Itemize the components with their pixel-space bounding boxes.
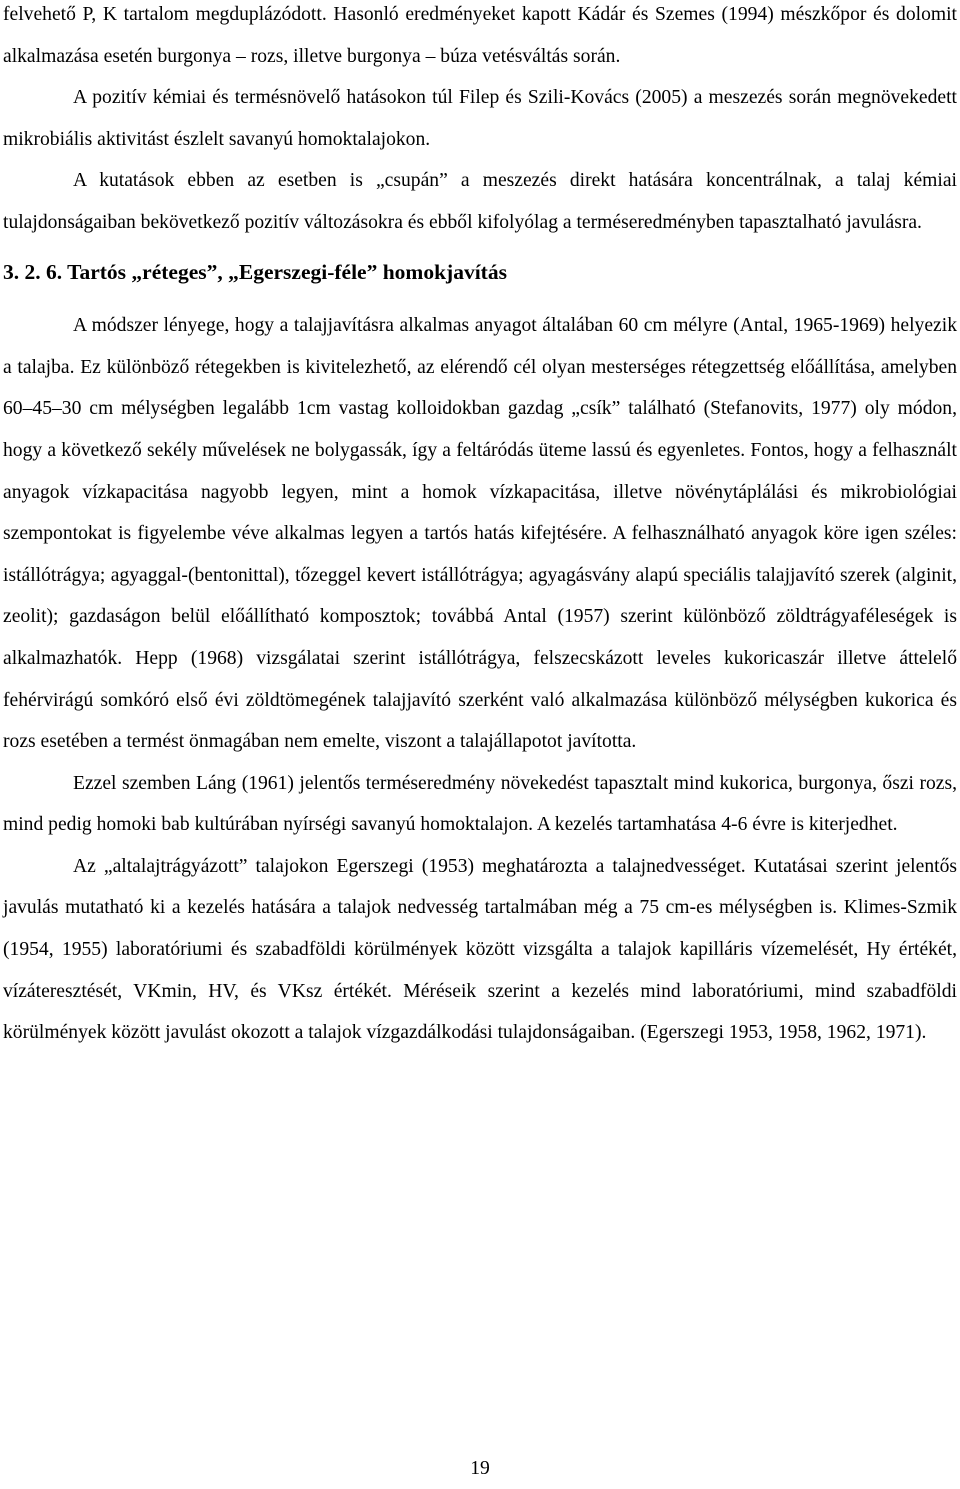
page-number: 19 — [470, 1458, 490, 1479]
section-heading: 3. 2. 6. Tartós „réteges”, „Egerszegi-féle” homokjavítás — [3, 259, 507, 284]
paragraph-egerszegi-moisture: Az „altalajtrágyázott” talajokon Egerszegi (1953) meghatározta a talajnedvességet. Kutatásai szerint jelentős javulás mutatható ki a kezelés hatására a talajok nedvesség tartalmában még a 75 cm-es mélységben is. Klimes-Szmik (1954, 1955) laboratóriumi és szabadföldi körülmények között vizsgálta a talajok kapilláris vízemelését, Hy értékét, vízáteresztését, VKmin, HV, és VKsz értékét. Méréseik szerint a kezelés mind laboratóriumi, mind szabadföldi körülmények között javulást okozott a talajok vízgazdálkodási tulajdonságaiban. (Egerszegi 1953, 1958, 1962, 1971). — [3, 855, 957, 1044]
paragraph-research-focus: A kutatások ebben az esetben is „csupán” a meszezés direkt hatására koncentrálnak, a talaj kémiai tulajdonságaiban bekövetkező pozitív változásokra és ebből kifolyólag a terméseredményben tapasztalható javulásra. — [3, 170, 957, 233]
paragraph-method: A módszer lényege, hogy a talajjavításra alkalmas anyagot általában 60 cm mélyre (Antal, 1965-1969) helyezik a talajba. Ez különböző rétegekben is kivitelezhető, az elérendő cél olyan mesterséges rétegzettség előállítása, amelyben 60–45–30 cm mélységben legalább 1cm vastag kolloidokban gazdag „csík” található (Stefanovits, 1977) oly módon, hogy a következő sekély művelések ne bolygassák, így a feltáródás üteme lassú és egyenletes. Fontos, hogy a felhasznált anyagok vízkapacitása nagyobb legyen, mint a homok vízkapacitása, illetve növénytáplálási és mikrobiológiai szempontokat is figyelembe véve alkalmas legyen a tartós hatás kifejtésére. A felhasználható anyagok köre igen széles: istállótrágya; agyaggal-(bentonittal), tőzeggel kevert istállótrágya; agyagásvány alapú speciális talajjavító szerek (alginit, zeolit); gazdaságon belül előállítható komposztok; továbbá Antal (1957) szerint különböző zöldtrágyaféleségek is alkalmazhatók. Hepp (1968) vizsgálatai szerint istállótrágya, felszecskázott leveles kukoricaszár illetve áttelelő fehérvirágú somkóró első évi zöldtömegének talajjavító szerként való alkalmazása különböző mélységben kukorica és rozs esetében a termést önmagában nem emelte, viszont a talajállapotot javította. — [3, 315, 957, 753]
document-page — [3, 0, 957, 1054]
paragraph-continuation: felvehető P, K tartalom megduplázódott. Hasonló eredményeket kapott Kádár és Szemes (1994) mészkőpor és dolomit alkalmazása esetén burgonya – rozs, illetve burgonya – búza vetésváltás során. — [3, 4, 957, 67]
paragraph-lang-results: Ezzel szemben Láng (1961) jelentős terméseredmény növekedést tapasztalt mind kukorica, burgonya, őszi rozs, mind pedig homoki bab kultúrában nyírségi savanyú homoktalajon. A kezelés tartamhatása 4-6 évre is kiterjedhet. — [3, 772, 957, 836]
paragraph-microbial-activity: A pozitív kémiai és termésnövelő hatásokon túl Filep és Szili-Kovács (2005) a meszezés során megnövekedett mikrobiális aktivitást észlelt savanyú homoktalajokon. — [3, 87, 957, 150]
